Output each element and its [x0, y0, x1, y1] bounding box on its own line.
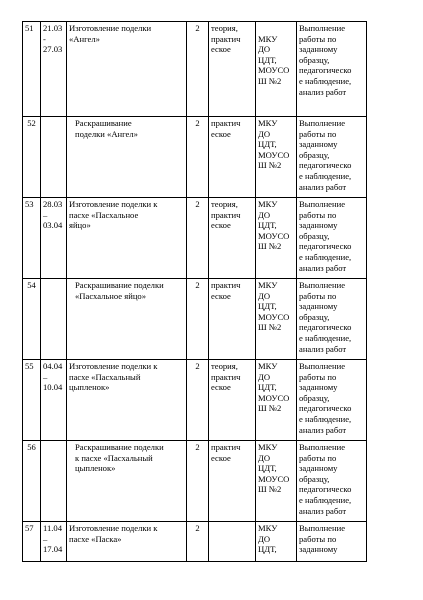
lesson-place: МКУ ДО ЦДТ,: [256, 522, 297, 562]
lesson-form: теория, практич еское: [209, 198, 256, 279]
table-row: [23, 522, 367, 562]
lesson-hours: 2: [187, 522, 209, 562]
lesson-number: 54: [23, 279, 41, 360]
table-row: [23, 22, 367, 117]
lesson-assessment: Выполнение работы по заданному образцу, педагогическо е наблюдение, анализ работ: [297, 22, 367, 117]
lesson-date: 04.04 – 10.04: [41, 360, 67, 441]
table-row: [23, 279, 367, 360]
lesson-number: 53: [23, 198, 41, 279]
lesson-hours: 2: [187, 22, 209, 117]
lesson-place: МКУ ДО ЦДТ, МОУСО Ш №2: [256, 198, 297, 279]
lesson-hours: 2: [187, 360, 209, 441]
lesson-hours: 2: [187, 198, 209, 279]
lesson-place: МКУ ДО ЦДТ, МОУСО Ш №2: [256, 117, 297, 198]
lesson-place: МКУ ДО ЦДТ, МОУСО Ш №2: [256, 22, 297, 117]
lesson-number: 57: [23, 522, 41, 562]
lesson-title: Изготовление поделки к пасхе «Паска»: [67, 522, 187, 562]
lesson-date: 28.03 – 03.04: [41, 198, 67, 279]
lesson-title: Изготовление поделки к пасхе «Пасхальное яйцо»: [67, 198, 187, 279]
lesson-date: 21.03 - 27.03: [41, 22, 67, 117]
lesson-title: Раскрашивание поделки «Ангел»: [67, 117, 187, 198]
table-row: [23, 117, 367, 198]
lesson-form: практич еское: [209, 117, 256, 198]
lesson-place: МКУ ДО ЦДТ, МОУСО Ш №2: [256, 441, 297, 522]
lesson-number: 56: [23, 441, 41, 522]
lesson-hours: 2: [187, 441, 209, 522]
lesson-title: Изготовление поделки к пасхе «Пасхальный цыпленок»: [67, 360, 187, 441]
lesson-assessment: Выполнение работы по заданному образцу, педагогическо е наблюдение, анализ работ: [297, 198, 367, 279]
lesson-hours: 2: [187, 279, 209, 360]
lesson-place: МКУ ДО ЦДТ, МОУСО Ш №2: [256, 360, 297, 441]
lesson-date: [41, 117, 67, 198]
lesson-assessment: Выполнение работы по заданному образцу, педагогическо е наблюдение, анализ работ: [297, 360, 367, 441]
lesson-schedule-table: [22, 21, 367, 562]
lesson-assessment: Выполнение работы по заданному образцу, педагогическо е наблюдение, анализ работ: [297, 279, 367, 360]
table-row: [23, 360, 367, 441]
lesson-form: теория, практич еское: [209, 360, 256, 441]
lesson-assessment: Выполнение работы по заданному образцу, педагогическо е наблюдение, анализ работ: [297, 441, 367, 522]
lesson-assessment: Выполнение работы по заданному: [297, 522, 367, 562]
lesson-title: Раскрашивание поделки «Пасхальное яйцо»: [67, 279, 187, 360]
lesson-form: [209, 522, 256, 562]
lesson-number: 52: [23, 117, 41, 198]
lesson-date: [41, 441, 67, 522]
lesson-form: практич еское: [209, 441, 256, 522]
lesson-number: 55: [23, 360, 41, 441]
lesson-title: Раскрашивание поделки к пасхе «Пасхальный цыпленок»: [67, 441, 187, 522]
lesson-hours: 2: [187, 117, 209, 198]
lesson-form: практич еское: [209, 279, 256, 360]
lesson-form: теория, практич еское: [209, 22, 256, 117]
table-row: [23, 441, 367, 522]
lesson-title: Изготовление поделки «Ангел»: [67, 22, 187, 117]
lesson-place: МКУ ДО ЦДТ, МОУСО Ш №2: [256, 279, 297, 360]
lesson-date: 11.04 – 17.04: [41, 522, 67, 562]
lesson-assessment: Выполнение работы по заданному образцу, педагогическо е наблюдение, анализ работ: [297, 117, 367, 198]
lesson-date: [41, 279, 67, 360]
table-row: [23, 198, 367, 279]
lesson-number: 51: [23, 22, 41, 117]
